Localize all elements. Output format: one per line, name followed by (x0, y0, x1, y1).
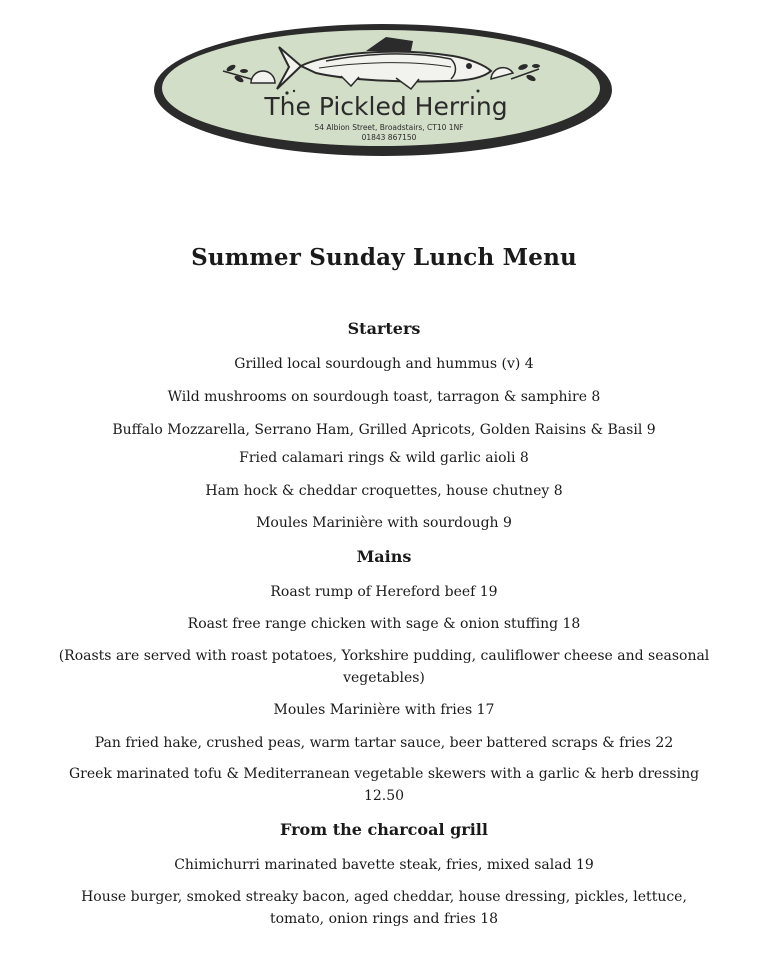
menu-item: Ham hock & cheddar croquettes, house chutney 8 (205, 483, 563, 499)
menu-item: Moules Marinière with sourdough 9 (256, 515, 512, 531)
logo-address: 54 Albion Street, Broadstairs, CT10 1NF (314, 123, 464, 132)
section-heading-starters: Starters (347, 319, 421, 338)
menu-item: Greek marinated tofu & Mediterranean vegetable skewers with a garlic & herb dressing 12.50 (68, 766, 700, 804)
menu-title: Summer Sunday Lunch Menu (191, 244, 577, 271)
section-heading-grill: From the charcoal grill (280, 820, 488, 839)
logo-phone: 01843 867150 (361, 133, 417, 142)
menu-item: Chimichurri marinated bavette steak, fries, mixed salad 19 (174, 857, 594, 873)
menu-item: House burger, smoked streaky bacon, aged cheddar, house dressing, pickles, lettuce, tomato, onion rings and fries 18 (81, 889, 687, 927)
section-heading-mains: Mains (356, 547, 412, 566)
menu-item: Fried calamari rings & wild garlic aioli 8 (239, 450, 529, 466)
menu-item: Roast free range chicken with sage & onion stuffing 18 (187, 616, 581, 632)
logo-name: The Pickled Herring (264, 92, 508, 121)
menu-item: Buffalo Mozzarella, Serrano Ham, Grilled Apricots, Golden Raisins & Basil 9 (112, 422, 656, 438)
menu-item: Pan fried hake, crushed peas, warm tartar sauce, beer battered scraps & fries 22 (94, 735, 674, 751)
menu-item: Grilled local sourdough and hummus (v) 4 (234, 356, 534, 372)
restaurant-logo (151, 21, 615, 159)
menu-item: Moules Marinière with fries 17 (273, 702, 495, 718)
menu-item: Roast rump of Hereford beef 19 (270, 584, 498, 600)
menu-item: Wild mushrooms on sourdough toast, tarragon & samphire 8 (167, 389, 601, 405)
roasts-note: (Roasts are served with roast potatoes, Yorkshire pudding, cauliflower cheese and seasonal vegetables) (58, 648, 710, 686)
